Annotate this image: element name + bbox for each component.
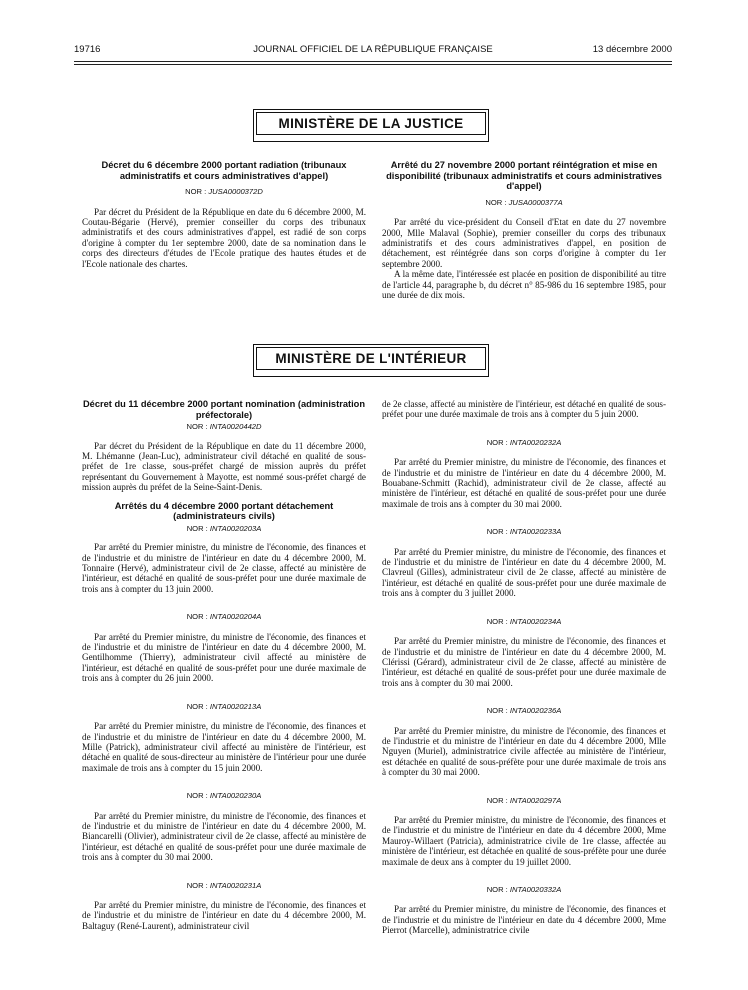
arrete-entry-body: Par arrêté du Premier ministre, du ministre de l'économie, des finances et de l'industrie et du ministre de l'intérieur en date du 4 décembre 2000, M. Gentilhomme (Thierry), administrateur civil affecté au ministère de l'intérieur, est détaché en qualité de sous-préfet pour une durée maximale de trois ans à compter du 26 juin 2000. [82, 631, 366, 684]
arrete-entry-body: Par arrêté du Premier ministre, du ministre de l'économie, des finances et de l'industrie et du ministre de l'intérieur en date du 4 décembre 2000, Mme Pierrot (Marcelle), administratrice civile [382, 904, 666, 936]
interior-left-column [82, 399, 366, 931]
arrete-entry-body: Par arrêté du Premier ministre, du ministre de l'économie, des finances et de l'industrie et du ministre de l'intérieur en date du 4 décembre 2000, M. Bouabane-Schmitt (Rachid), administrateur civil de 2e classe, affecté au ministère de l'intérieur, est détaché en qualité de sous-préfet pour une durée maximale de trois ans à compter du 30 mai 2000. [382, 457, 666, 509]
arrete-reintegration-body-1: Par arrêté du vice-président du Conseil d'Etat en date du 27 novembre 2000, Mlle Malaval (Sophie), premier conseiller du corps des tribunaux administratifs et des cours administratives d'appel, en position de détachement, est réintégrée dans son corps d'origine à compter du 1er septembre 2000. [382, 217, 666, 269]
decret-radiation-title: Décret du 6 décembre 2000 portant radiation (tribunaux administratifs et cours administratives d'appel) [101, 160, 347, 181]
nor-reference: NOR : INTA0020232A [486, 437, 562, 447]
nor-reference: NOR : INTA0020236A [486, 706, 562, 716]
issue-date: 13 décembre 2000 [592, 44, 672, 55]
nor-reference: NOR : INTA0020297A [486, 795, 562, 805]
justice-right-column [382, 160, 666, 300]
ministry-interior-box [253, 344, 489, 377]
decret-nomination-title: Décret du 11 décembre 2000 portant nomination (administration préfectorale) [82, 399, 366, 420]
nor-reference: NOR : INTA0020233A [486, 527, 562, 537]
nor-reference: NOR : INTA0020231A [186, 880, 262, 890]
nor-reference: NOR : INTA0020204A [186, 612, 262, 622]
justice-left-column [82, 160, 366, 269]
interior-right-column [382, 399, 666, 936]
continuation-text: de 2e classe, affecté au ministère de l'intérieur, est détaché en qualité de sous-préfet pour une durée maximale de trois ans à compter du 5 juin 2000. [382, 399, 666, 420]
arretes-detachement-title: Arrêtés du 4 décembre 2000 portant détachement (administrateurs civils) [114, 500, 334, 522]
arrete-reintegration-body-2: A la même date, l'intéressée est placée en position de disponibilité au titre de l'article 44, paragraphe b, du décret n° 85-986 du 16 septembre 1985, pour une durée de dix mois. [382, 269, 666, 301]
nor-reference: NOR : JUSA0000377A [485, 197, 563, 207]
page-header [74, 44, 672, 58]
ministry-justice-box [253, 109, 489, 142]
arrete-entry-body: Par arrêté du Premier ministre, du ministre de l'économie, des finances et de l'industrie et du ministre de l'intérieur en date du 4 décembre 2000, M. Clérissi (Gérard), administrateur civil de 2e classe, affecté au ministère de l'intérieur, est détaché en qualité de sous-préfet pour une durée maximale de trois ans à compter du 30 mai 2000. [382, 636, 666, 688]
nor-reference: NOR : INTA0020230A [186, 791, 262, 801]
arrete-entry-body: Par arrêté du Premier ministre, du ministre de l'économie, des finances et de l'industrie et du ministre de l'intérieur en date du 4 décembre 2000, M. Tonnaire (Hervé), administrateur civil de 2e classe, affecté au ministère de l'intérieur, est détaché en qualité de sous-préfet pour une durée maximale de trois ans à compter du 13 juin 2000. [82, 542, 366, 594]
arrete-entry-body: Par arrêté du Premier ministre, du ministre de l'économie, des finances et de l'industrie et du ministre de l'intérieur en date du 4 décembre 2000, Mlle Nguyen (Muriel), administratrice civile affectée au ministère de l'intérieur, est détachée en qualité de sous-préfète pour une durée maximale de trois ans à compter du 30 mai 2000. [382, 725, 666, 778]
journal-title: JOURNAL OFFICIEL DE LA RÉPUBLIQUE FRANÇAISE [253, 44, 493, 55]
arrete-entry-body: Par arrêté du Premier ministre, du ministre de l'économie, des finances et de l'industrie et du ministre de l'intérieur en date du 4 décembre 2000, M. Biancarelli (Olivier), administrateur civil de 2e classe, affecté au ministère de l'intérieur, est détaché en qualité de sous-préfet pour une durée maximale de trois ans à compter du 30 mai 2000. [82, 810, 366, 863]
header-rule-bottom [74, 64, 672, 65]
nor-reference: NOR : JUSA0000372D [185, 187, 263, 197]
nor-reference: NOR : INTA0020213A [186, 701, 262, 711]
arrete-entry-body: Par arrêté du Premier ministre, du ministre de l'économie, des finances et de l'industrie et du ministre de l'intérieur en date du 4 décembre 2000, M. Clavreul (Gilles), administrateur civil de 2e classe, affecté au ministère de l'intérieur, est détaché en qualité de sous-préfet pour une durée maximale de trois ans à compter du 3 juillet 2000. [382, 546, 666, 599]
nor-reference: NOR : INTA0020332A [486, 885, 562, 894]
arrete-entry-body: Par arrêté du Premier ministre, du ministre de l'économie, des finances et de l'industrie et du ministre de l'intérieur en date du 4 décembre 2000, M. Mille (Patrick), administrateur civil affecté au ministère de l'intérieur, est détaché en qualité de sous-directeur au ministère de l'intérieur pour une durée maximale de trois ans à compter du 15 juin 2000. [82, 721, 366, 773]
nor-reference: NOR : INTA0020234A [486, 616, 562, 626]
arrete-entry-body: Par arrêté du Premier ministre, du ministre de l'économie, des finances et de l'industrie et du ministre de l'intérieur en date du 4 décembre 2000, M. Baltaguy (René-Laurent), administrateur civil [82, 899, 366, 931]
arrete-reintegration-title: Arrêté du 27 novembre 2000 portant réintégration et mise en disponibilité (tribunaux administratifs et cours administratives d'appel) [386, 160, 662, 192]
decret-radiation-body: Par décret du Président de la République en date du 6 décembre 2000, M. Coutau-Bégarie (Hervé), premier conseiller du corps des tribunaux administratifs et des cours administratives d'appel, est radié de son corps d'origine à compter du 1er septembre 2000, date de sa nomination dans le corps des directeurs d'études de l'Ecole pratique des hautes études et de l'Ecole nationale des chartes. [82, 206, 366, 269]
ministry-justice-title: MINISTÈRE DE LA JUSTICE [256, 112, 486, 135]
ministry-interior-title: MINISTÈRE DE L'INTÉRIEUR [256, 347, 486, 370]
page-number: 19716 [74, 44, 101, 55]
decret-nomination-body: Par décret du Président de la République en date du 11 décembre 2000, M. Lhémanne (Jean-Luc), administrateur civil détaché en qualité de sous-préfet de 1re classe, sous-préfet chargé de mission auprès du préfet représentant du Gouvernement à Mayotte, est nommé sous-préfet chargé de mission auprès du préfet de la Seine-Saint-Denis. [82, 440, 366, 493]
arrete-entry-body: Par arrêté du Premier ministre, du ministre de l'économie, des finances et de l'industrie et du ministre de l'intérieur en date du 4 décembre 2000, Mme Mauroy-Willaert (Patricia), administratrice civile de 1re classe, affectée au ministère de l'intérieur, est détachée en qualité de sous-préfète pour une durée maximale de deux ans à compter du 19 juillet 2000. [382, 814, 666, 867]
nor-reference: NOR : INTA0020442D [186, 422, 262, 432]
nor-reference: NOR : INTA0020203A [186, 523, 262, 533]
header-rule-top [74, 61, 672, 62]
